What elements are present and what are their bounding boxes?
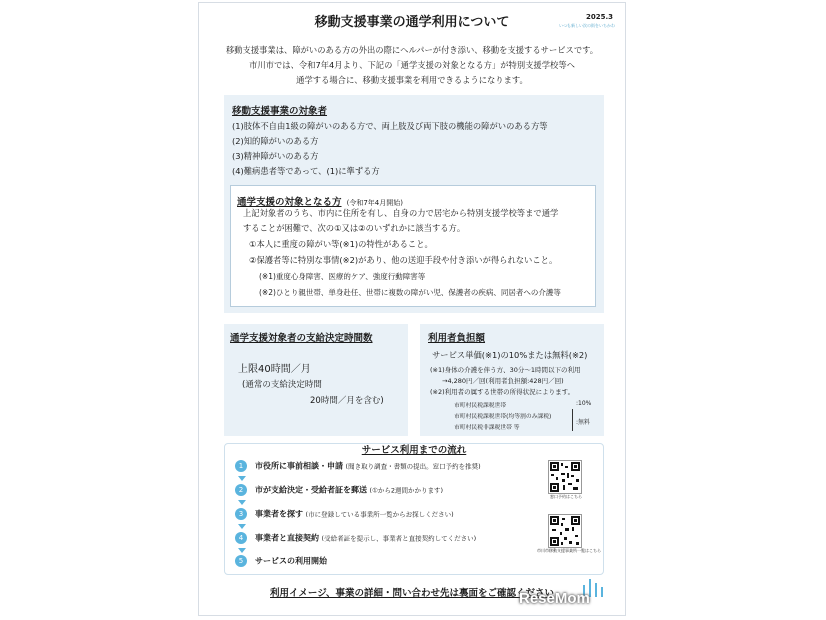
- step-number: 2: [235, 484, 247, 496]
- step-number: 5: [235, 555, 247, 567]
- step-label: 市が支給決定・受給者証を郵送: [255, 485, 367, 495]
- commute-section: [230, 185, 596, 307]
- commute-condition-2: ②保護者等に特別な事情(※2)があり、他の送迎手段や付き添いが得られないこと。: [249, 255, 558, 265]
- flyer-page: [198, 2, 626, 616]
- commute-line: 上記対象者のうち、市内に住所を有し、自身の力で居宅から特別支援学校等まで通学: [243, 208, 559, 218]
- provider-list-qr-code[interactable]: [548, 514, 582, 548]
- step-note: (聞き取り調査・書類の提出。窓口予約を推奨): [345, 462, 481, 471]
- commute-condition-1: ①本人に重度の障がい等(※1)の特性があること。: [249, 239, 433, 249]
- intro-line: 市川市では、令和7年4月より、下記の「通学支援の対象となる方」が特別支援学校等へ: [249, 60, 575, 70]
- tax-row-2-label: 市町村民税課税世帯(均等割のみ課税): [454, 414, 552, 420]
- commute-start-note: (令和7年4月開始): [346, 199, 403, 207]
- step-number: 1: [235, 460, 247, 472]
- hours-note-1: (通常の支給決定時間: [242, 380, 322, 390]
- flow-step-2: [235, 484, 443, 496]
- target-item: (1)肢体不自由1級の障がいのある方で、両上肢及び両下肢の機能の障がいのある方等: [232, 121, 548, 131]
- flow-step-3: [235, 508, 454, 520]
- flow-step-4: [235, 532, 476, 544]
- service-flow-section: [224, 443, 604, 575]
- burden-rate: サービス単価(※1)の10%または無料(※2): [432, 350, 588, 360]
- intro-paragraph: [199, 43, 625, 88]
- commute-footnote-1: (※1)重度心身障害、医療的ケア、強度行動障害等: [259, 272, 426, 281]
- step-note: (①から2週間かかります): [369, 486, 444, 495]
- commute-heading: 通学支援の対象となる方: [237, 197, 342, 208]
- target-item: (2)知的障がいのある方: [232, 136, 319, 146]
- footer-note: 利用イメージ、事業の詳細・問い合わせ先は裏面をご確認ください: [270, 588, 554, 599]
- flow-step-1: [235, 460, 481, 472]
- burden-heading: 利用者負担額: [428, 333, 486, 344]
- hours-heading: 通学支援対象者の支給決定時間数: [230, 333, 373, 344]
- intro-line: 移動支援事業は、障がいのある方の外出の際にヘルパーが付き添い、移動を支援するサービスです。: [225, 45, 599, 55]
- tax-row-1-value: :10%: [576, 400, 592, 407]
- target-section: [224, 95, 604, 313]
- city-tagline: いつも新しい次の街をいちかわ: [559, 23, 615, 28]
- issue-date: 2025.3: [585, 13, 613, 21]
- target-item: (3)精神障がいのある方: [232, 151, 319, 161]
- tax-row-3-label: 市町村民税非課税世帯 等: [454, 425, 520, 431]
- step-label: 市役所に事前相談・申請: [255, 461, 343, 471]
- burden-section: [420, 324, 604, 436]
- target-list: [232, 119, 548, 179]
- target-item: (4)難病患者等であって、(1)に準ずる方: [232, 166, 380, 176]
- step-note: (市に登録している事業所一覧からお探しください): [305, 510, 454, 519]
- commute-line: することが困難で、次の①又は②のいずれかに該当する方。: [243, 223, 466, 233]
- hours-limit: 上限40時間／月: [238, 364, 311, 375]
- step-label: サービスの利用開始: [255, 556, 327, 566]
- flow-heading: サービス利用までの流れ: [361, 445, 467, 456]
- document-title: 移動支援事業の通学利用について: [314, 15, 510, 30]
- step-label: 事業者と直接契約: [255, 533, 319, 543]
- hours-note-2: 20時間／月を含む): [310, 396, 384, 406]
- flow-step-5: [235, 555, 327, 567]
- burden-note-2: (※2)利用者の属する世帯の所得状況によります。: [430, 388, 575, 396]
- step-number: 4: [235, 532, 247, 544]
- qr-code-icon: [549, 515, 581, 547]
- target-heading: 移動支援事業の対象者: [232, 106, 328, 117]
- qr-code-icon: [549, 461, 581, 493]
- publisher-watermark: ReseMom: [519, 590, 590, 607]
- step-number: 3: [235, 508, 247, 520]
- down-arrow-icon: [238, 524, 246, 529]
- tax-row-1-label: 市町村民税課税世帯: [454, 403, 507, 409]
- qr-caption-reservation: 窓口予約はこちら: [550, 494, 582, 499]
- bracket-line: [572, 409, 573, 431]
- hours-section: [224, 324, 408, 436]
- burden-price: →4,280円／回(利用者負担額:428円／回): [442, 377, 564, 385]
- down-arrow-icon: [238, 500, 246, 505]
- down-arrow-icon: [238, 476, 246, 481]
- qr-caption-provider-list: 市川市移動支援事業所一覧はこちら: [537, 548, 601, 553]
- step-note: (受給者証を提示し、事業者と直接契約してください): [321, 534, 477, 543]
- step-label: 事業者を探す: [255, 509, 303, 519]
- reservation-qr-code[interactable]: [548, 460, 582, 494]
- down-arrow-icon: [238, 548, 246, 553]
- intro-line: 通学する場合に、移動支援事業を利用できるようになります。: [296, 75, 528, 85]
- tax-free-value: :無料: [576, 419, 591, 426]
- commute-footnote-2: (※2)ひとり親世帯、単身赴任、世帯に複数の障がい児、保護者の疾病、同居者への介護等: [259, 288, 561, 297]
- burden-note-1: (※1)身体の介護を伴う方、30分～1時間以下の利用: [430, 366, 581, 374]
